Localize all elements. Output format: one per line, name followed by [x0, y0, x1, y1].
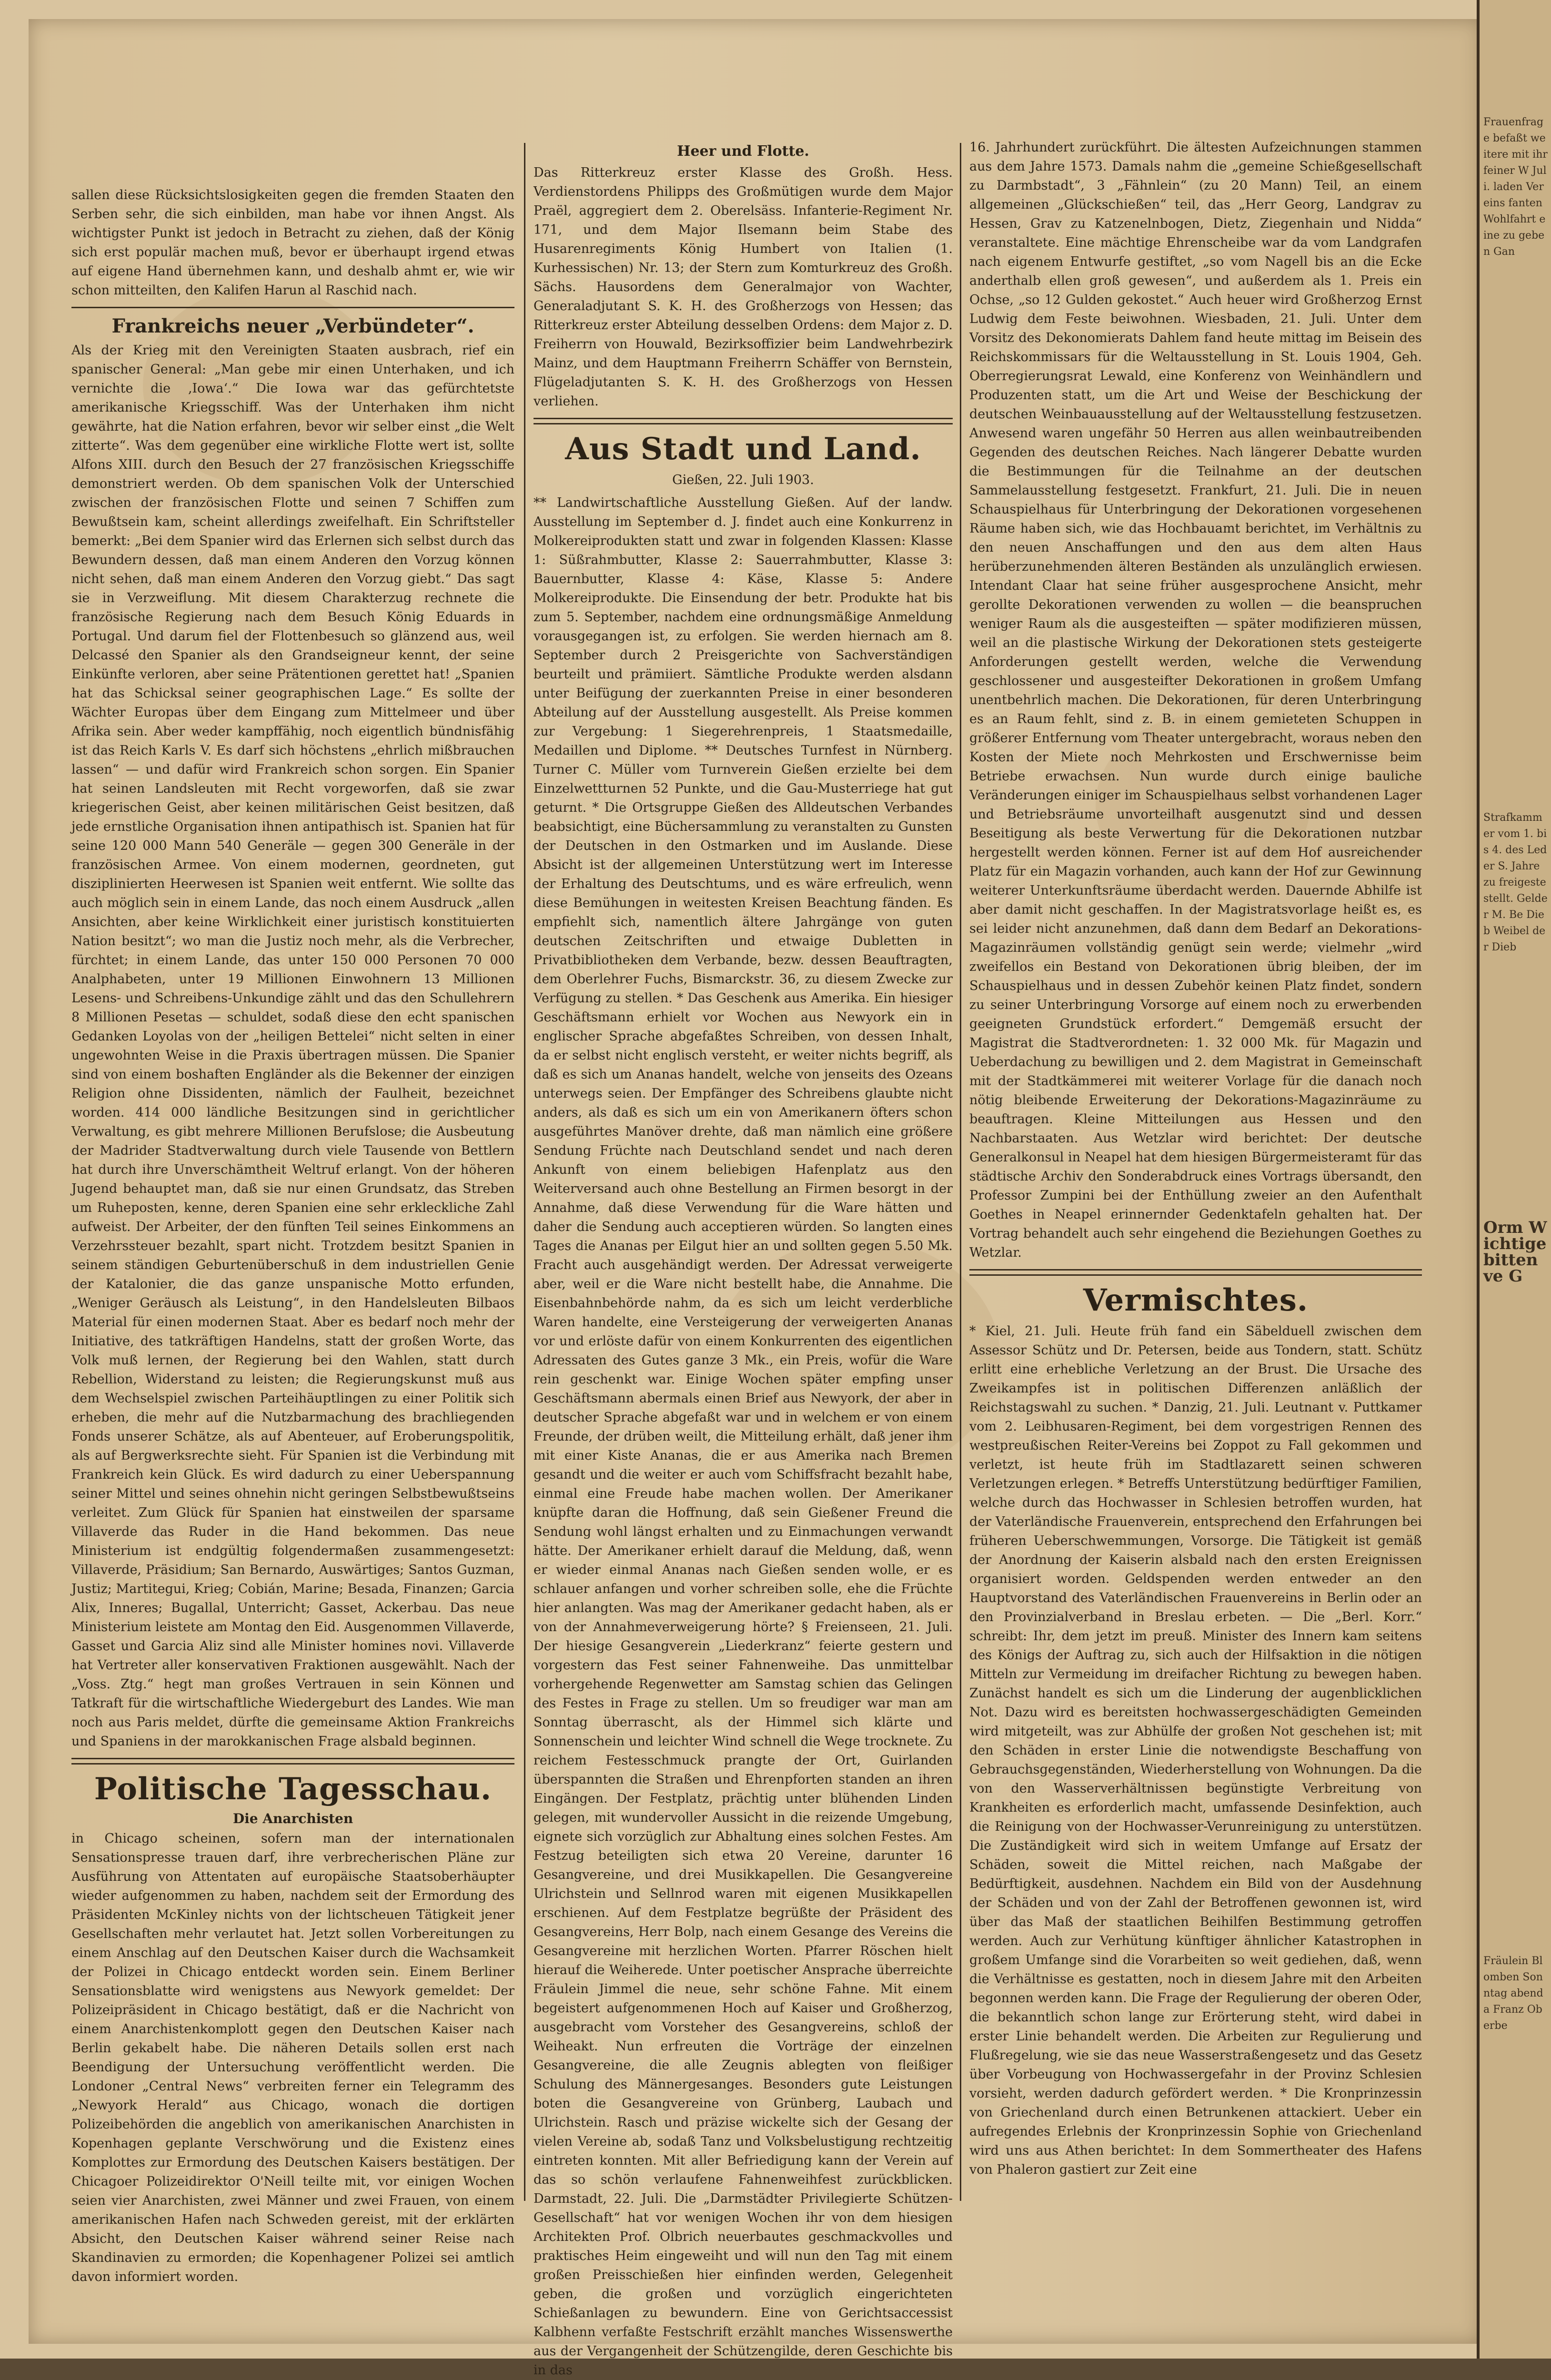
- strip-text-block: Frauenfrage befaßt weitere mit ihr feiner W Juli. laden Vereins fanten Wohlfahrt eine zu geben Gan: [1483, 116, 1548, 258]
- article-anarchisten: in Chicago scheinen, sofern man der internationalen Sensationspresse trauen darf, ihre verbrecherischen Pläne zur Ausführung von Attentaten auf europäische Staatsoberhäupter wieder aufgenommen zu haben, nachdem seit der Ermordung des Präsidenten McKinley nichts von der lichtscheuen Tätigkeit jener Gesellschaften mehr verlautet hat. Jetzt sollen Vorbereitungen zu einem Anschlag auf den Deutschen Kaiser durch die Wachsamkeit der Polizei in Chicago entdeckt worden sein. Einem Berliner Sensationsblatte wird wenigstens aus Newyork gemeldet: Der Polizeipräsident in Chicago bestätigt, daß er die Nachricht von einem Anarchistenkomplott gegen den Deutschen Kaiser nach Berlin gekabelt habe. Die näheren Details sollen erst nach Beendigung der Untersuchung veröffentlicht werden. Die Londoner „Central News“ verbreiten ferner ein Telegramm des „Newyork Herald“ aus Chicago, wonach die dortigen Polizeibehörden die angeblich von amerikanischen Anarchisten in Kopenhagen geplante Verschwörung und die Existenz eines Komplottes zur Ermordung des Deutschen Kaisers bestätigen. Der Chicagoer Polizeidirektor O'Neill teilte mit, vor einigen Wochen seien vier Anarchisten, zwei Männer und zwei Frauen, von einem amerikanischen Hafen nach Schweden gereist, mit der erklärten Absicht, den Deutschen Kaiser während seiner Reise nach Skandinavien zu ermorden; die Kopenhagener Polizei sei amtlich davon informiert worden.: [71, 1831, 514, 2284]
- section-heading-heer: Heer und Flotte.: [677, 143, 809, 160]
- lead-paragraph: sallen diese Rücksichtslosigkeiten gegen die fremden Staaten den Serben sehr, die sich einbilden, man habe vor ihnen Angst. Als wichtigster Punkt ist jedoch in Betracht zu ziehen, daß der König sich erst populär machen muß, bevor er überhaupt irgend etwas auf eigene Hand übernehmen kann, und deshalb ahmt er, wie wir schon mitteilten, den Kalifen Harun al Raschid nach.: [71, 188, 514, 298]
- article-stadt-land: ** Landwirtschaftliche Ausstellung Gießen. Auf der landw. Ausstellung im September d. J. findet auch eine Konkurrenz in Molkereiprodukten statt und zwar in folgenden Klassen: Klasse 1: Süßrahmbutter, Klasse 2: Sauerrahmbutter, Klasse 3: Bauernbutter, Klasse 4: Käse, Klasse 5: Andere Molkereiprodukte. Die Einsendung der betr. Produkte hat bis zum 5. September, nachdem eine ordnungsmäßige Anmeldung vorausgegangen ist, zu erfolgen. Sie werden hiernach am 8. September durch 2 Preisgerichte von Sachverständigen beurteilt und prämiiert. Sämtliche Produkte werden alsdann unter Beifügung der zuerkannten Preise in einer besonderen Abteilung auf der Ausstellung ausgestellt. Als Preise kommen zur Vergebung: 1 Siegerehrenpreis, 1 Staatsmedaille, Medaillen und Diplome. ** Deutsches Turnfest in Nürnberg. Turner C. Müller vom Turnverein Gießen erzielte bei dem Einzelwettturnen 52 Punkte, und die Gau-Musterriege hat gut geturnt. * Die Ortsgruppe Gießen des Alldeutschen Verbandes beabsichtigt, eine Büchersammlung zu veranstalten zu Gunsten der Deutschen in den Ostmarken und im Auslande. Diese Absicht ist der allgemeinen Unterstützung wert im Interesse der Erhaltung des Deutschtums, und es wäre erfreulich, wenn diese Bemühungen in weitesten Kreisen Beachtung fänden. Es empfiehlt sich, namentlich ältere Jahrgänge von guten deutschen Zeitschriften und etwaige Dubletten in Privatbibliotheken dem Verbande, bezw. dessen Beauftragten, dem Oberlehrer Fuchs, Bismarckstr. 36, zu diesem Zwecke zur Verfügung zu stellen. * Das Geschenk aus Amerika. Ein hiesiger Geschäftsmann erhielt vor Wochen aus Newyork ein in englischer Sprache abgefaßtes Schreiben, von dessen Inhalt, da er selbst nicht englisch versteht, er weiter nichts begriff, als daß es sich um Ananas handelt, welche von jenseits des Ozeans unterwegs seien. Der Empfänger des Schreibens glaubte nicht anders, als daß es sich um ein von Amerikanern öfters schon ausgeführtes Manöver drehte, daß man nämlich eine größere Sendung Früchte nach Deutschland sendet und nach deren Ankunft von einem beliebigen Hafenplatz aus den Weiterversand auch ohne Bestellung an Firmen besorgt in der Annahme, daß diese Verwendung für die Ware hätten und daher die Sendung auch acceptieren würden. So langten eines Tages die Ananas per Eilgut hier an und sollten gegen 5.50 Mk. Fracht auch ausgehändigt werden. Der Adressat verweigerte aber, weil er die Ware nicht bestellt habe, die Annahme. Die Eisenbahnbehörde nahm, da es sich um leicht verderbliche Waren handelte, eine Versteigerung der verweigerten Ananas vor und erlöste dafür von einem Konkurrenten des eigentlichen Adressaten des Gutes ganze 3 Mk., ein Preis, wofür die Ware rein geschenkt war. Einige Wochen später empfing unser Geschäftsmann abermals einen Brief aus Newyork, der aber in deutscher Sprache abgefaßt war und in welchem er von einem Freunde, der drüben weilt, die Mitteilung erhält, daß jener ihm mit einer Kiste Ananas, die er aus Amerika nach Bremen gesandt und die weiter er auch vom Schiffsfracht bezahlt habe, einmal eine Freude habe machen wollen. Der Amerikaner knüpfte daran die Hoffnung, daß sein Gießener Freund die Sendung wohl längst erhalten und zu Einmachungen verwandt hätte. Der Amerikaner erhielt darauf die Meldung, daß, wenn er wieder einmal Ananas nach Gießen senden wolle, er es schlauer anfangen und vorher schreiben solle, ehe die Früchte hier anlangten. Was mag der Amerikaner gedacht haben, als er von der Annahmeverweigerung hörte? § Freienseen, 21. Juli. Der hiesige Gesangverein „Liederkranz“ feierte gestern und vorgestern das Fest seiner Fahnenweihe. Das unmittelbar vorhergehende Regenwetter am Samstag schien das Gelingen des Festes in Frage zu stellen. Um so freudiger war man am Sonntag überrascht, als der Himmel sich klärte und Sonnenschein und leichter Wind schnell die Wege trocknete. Zu reichem Festesschmuck prangte der Ort, Guirlanden überspannten die Straßen und Ehrenpforten standen an ihren Eingängen. Der Festplatz, prächtig unter blühenden Linden gelegen, mit wundervoller Aussicht in die reizende Umgebung, eignete sich vorzüglich zur Abhaltung eines solchen Festes. Am Festzug beteiligten sich etwa 20 Vereine, darunter 16 Gesangvereine, und drei Musikkapellen. Die Gesangvereine Ulrichstein und Sellnrod waren mit eigenen Musikkapellen erschienen. Auf dem Festplatze begrüßte der Präsident des Gesangvereins, Herr Bolp, nach einem Gesange des Vereins die Gesangvereine mit herzlichen Worten. Pfarrer Röschen hielt hierauf die Weiherede. Unter poetischer Ansprache überreichte Fräulein Jimmel die neue, sehr schöne Fahne. Mit einem begeistert aufgenommenen Hoch auf Kaiser und Großherzog, ausgebracht vom Vorsteher des Gesangvereins, schloß der Weiheakt. Nun erfreuten die Vorträge der einzelnen Gesangvereine, die alle Zeugnis ablegten von fleißiger Schulung des Männergesanges. Besonders gute Leistungen boten die Gesangvereine von Grünberg, Laubach und Ulrichstein. Rasch und präzise wickelte sich der Gesang der vielen Vereine ab, sodaß Tanz und Volksbelustigung rechtzeitig eintreten konnten. Mit aller Befriedigung kann der Verein auf das so schön verlaufene Fahnenweihfest zurückblicken. Darmstadt, 22. Juli. Die „Darmstädter Privilegierte Schützen-Gesellschaft“ hat vor wenigen Wochen ihr von dem hiesigen Architekten Prof. Olbrich neuerbautes geschmackvolles und praktisches Heim eingeweiht und will nun den Tag mit einem großen Preisschießen hier einfinden werden, Gelegenheit geben, die großen und vorzüglich eingerichteten Schießanlagen zu bewundern. Eine von Gerichtsaccessist Kalbhenn verfaßte Festschrift erzählt manches Wissenswerthe aus der Vergangenheit der Schützengilde, deren Geschichte bis in das: [534, 495, 953, 2378]
- article-continued: 16. Jahrhundert zurückführt. Die ältesten Aufzeichnungen stammen aus dem Jahre 1573. Damals nahm die „gemeine Schießgesellschaft zu Darmbstadt“, 3 „Fähnlein“ (zu 20 Mann) Teil, an einem allgemeinen „Glückschießen“ teil, das „Herr Georg, Landgrav zu Hessen, Grav zu Katzenelnbogen, Dietz, Ziegenhain und Nidda“ veranstaltete. Eine mächtige Ehrenscheibe war da vom Landgrafen nach eigenem Entwurfe gestiftet, „so vom Nagell bis an die Ecke anderthalb ellen groß gewesen“, und außerdem als 1. Preis ein Ochse, „so 12 Gulden gekostet.“ Auch heuer wird Großherzog Ernst Ludwig dem Feste beiwohnen. Wiesbaden, 21. Juli. Unter dem Vorsitz des Dekonomierats Dahlem fand heute mittag im Beisein des Reichskommissars für die Weltausstellung in St. Louis 1904, Geh. Oberregierungsrat Lewald, eine Konferenz von Weinhändlern und Produzenten statt, um die Art und Weise der Beschickung der deutschen Weinbauausstellung auf der Weltausstellung festzusetzen. Anwesend waren ungefähr 50 Herren aus allen weinbautreibenden Gegenden des deutschen Reiches. Nach längerer Debatte wurden die Bestimmungen für die Teilnahme an der deutschen Sammelausstellung festgesetzt. Frankfurt, 21. Juli. Die in neuen Schauspielhaus für Unterbringung der Dekorationen vorgesehenen Räume haben sich, wie das Hochbauamt berichtet, im Verhältnis zu den neuen Anschaffungen und den aus dem alten Haus herüberzunehmenden älteren Beständen als unzulänglich erwiesen. Intendant Claar hat seine früher ausgesprochene Ansicht, mehr gerollte Dekorationen verwenden zu wollen — die beanspruchen weniger Raum als die ausgesteiften — später modifizieren müssen, weil an die plastische Wirkung der Dekorationen stets gesteigerte Anforderungen gestellt werden, welche die Verwendung geschlossener und ausgesteifter Dekorationen in großem Umfang unentbehrlich machen. Die Dekorationen, für deren Unterbringung es an Raum fehlt, sind z. B. in einem gemieteten Schuppen in größerer Entfernung vom Theater untergebracht, woraus neben den Kosten der Miete noch Mehrkosten und Erschwernisse beim Betriebe erwachsen. Nun wurde durch einige bauliche Veränderungen einiger im Schauspielhaus selbst vorhandenen Lager und Betriebsräume unvorteilhaft ausgenutzt sind und dessen Beseitigung als beste Verwertung für die Dekorationen nutzbar hergestellt werden können. Ferner ist auf dem Hof ausreichender Platz für ein Magazin vorhanden, auch kann der Hof zur Gewinnung weiterer Unterkunftsräume überdacht werden. Dauernde Abhilfe ist aber damit nicht geschaffen. In der Magistratsvorlage heißt es, es sei leider nicht anzunehmen, daß dann dem Bedarf an Dekorations-Magazinräumen vollständig genügt sein werde; vielmehr „wird zweifellos ein Bestand von Dekorationen übrig bleiben, der im Schauspielhaus und in dessen Zubehör keinen Platz findet, sondern zu seiner Unterbringung Vorsorge auf einem noch zu erwerbenden geeigneten Grundstück erfordert.“ Demgemäß ersucht der Magistrat die Stadtverordneten: 1. 32 000 Mk. für Magazin und Ueberdachung zu bewilligen und 2. dem Magistrat in Gemeinschaft mit der Stadtkämmerei mit weiterer Vorlage für die danach noch nötig bleibende Erweiterung der Dekorations-Magazinräume zu beauftragen. Kleine Mitteilungen aus Hessen und den Nachbarstaaten. Aus Wetzlar wird berichtet: Der deutsche Generalkonsul in Neapel hat dem hiesigen Bürgermeisteramt für das städtische Archiv den Sonderabdruck eines Vortrags übersandt, den Professor Zumpini bei der Enthüllung zweier an den Aufenthalt Goethes in Neapel erinnernder Gedenktafeln gehalten hat. Der Vortrag behandelt auch sehr eingehend die Beziehungen Goethes zu Wetzlar.: [969, 140, 1422, 1260]
- adjacent-page-strip: [1477, 0, 1551, 2359]
- section-heading-vermischtes: Vermischtes.: [1083, 1282, 1309, 1318]
- section-divider: [71, 1758, 514, 1765]
- section-heading-tagesschau: Politische Tagesschau.: [94, 1771, 492, 1807]
- column-3: [969, 138, 1422, 2282]
- column-rule: [524, 143, 525, 2201]
- section-heading-stadt-land: Aus Stadt und Land.: [565, 431, 921, 467]
- article-heading-frankreich: Frankreichs neuer „Verbündeter“.: [111, 315, 474, 337]
- section-divider: [71, 307, 514, 308]
- article-frankreich: Als der Krieg mit den Vereinigten Staaten ausbrach, rief ein spanischer General: „Man gebe mir einen Unterhaken, und ich vernichte die ‚Iowa‘.“ Die Iowa war das gefürchtetste amerikanische Kriegsschiff. Was der Unterhaken ihm nicht gewährte, hat die Nation erfahren, bevor wir selber einst „die Welt zitterte“. Was dem gegenüber eine wirkliche Flotte wert ist, sollte Alfons XIII. durch den Besuch der 27 französischen Kriegsschiffe demonstriert werden. Ob dem spanischen Volk der Unterschied zwischen der französischen Flotte und seinen 7 Schiffen zum Bewußtsein kam, scheint allerdings zweifelhaft. Ein Schriftsteller bemerkt: „Bei dem Spanier wird das Erlernen sich selbst durch das Bewundern dessen, daß man einem Anderen den Vorzug können nicht sehen, daß man einem Anderen den Vorzug giebt.“ Das sagt sie in Verzweiflung. Mit diesem Charakterzug rechnete die französische Regierung nach dem Besuch König Eduards in Portugal. Und darum fiel der Flottenbesuch so glänzend aus, weil Delcassé den Spanier als den Grandseigneur kennt, der seine Einkünfte verloren, aber seine Prätentionen gerettet hat! „Spanien hat das Schicksal seiner geographischen Lage.“ Es sollte der Wächter Europas über dem Eingang zum Mittelmeer und über Afrika sein. Aber weder kampffähig, noch eigentlich bündnisfähig ist das Reich Karls V. Es darf sich höchstens „ehrlich mißbrauchen lassen“ — und dafür wird Frankreich schon sorgen. Ein Spanier hat seinen Landsleuten mit Recht vorgeworfen, daß sie zwar kriegerischen Geist, aber keinen militärischen Geist besitzen, daß jede ernstliche Organisation ihnen antipathisch ist. Spanien hat für seine 120 000 Mann 540 Generäle — gegen 300 Generäle in der französischen Armee. Von einem modernen, geordneten, gut disziplinierten Heerwesen ist Spanien weit entfernt. Wie sollte das auch möglich sein in einem Lande, das noch einem Ausdruck „allen Ansichten, aber keine Wirklichkeit einer juristisch konstituierten Nation besitzt“; wo man die Justiz noch mehr, als die Verbrecher, fürchtet; in einem Lande, das unter 150 000 Personen 70 000 Analphabeten, unter 19 Millionen Einwohnern 13 Millionen Lesens- und Schreibens-Unkundige zählt und das den Schullehrern 8 Millionen Pesetas — schuldet, sodaß diese den echt spanischen Gedanken Loyolas von der „heiligen Bettelei“ nicht selten in einer ungewohnten Weise in die Praxis übertragen müssen. Die Spanier sind von einem boshaften Engländer als die Bekenner der einzigen Religion ohne Dissidenten, nämlich der Faulheit, bezeichnet worden. 414 000 ländliche Besitzungen sind in gerichtlicher Verwaltung, es gibt mehrere Millionen Berufslose; die Ausbeutung der Madrider Stadtverwaltung durch viele Tausende von Bettlern hat durch ihre Unverschämtheit Weltruf erlangt. Von der höheren Jugend behauptet man, daß sie nur einen Grundsatz, das Streben um Ruheposten, kenne, deren Spanien eine sehr erkleckliche Zahl aufweist. Der Arbeiter, der den fünften Teil seines Einkommens an Verzehrssteuer bezahlt, spart nicht. Trotzdem besitzt Spanien in seinem ständigen Geburtenüberschuß in dem industriellen Genie der Katalonier, die das ganze unspanische Motto erfunden, „Weniger Geräusch als Leistung“, in den Handelsleuten Bilbaos Material für einen modernen Staat. Aber es bedarf noch mehr der Initiative, des tatkräftigen Handelns, statt der großen Worte, das Volk muß lernen, der Regierung bei den Wahlen, statt durch Rebellion, Widerstand zu leisten; die Regierungskunst muß aus dem Wechselspiel zwischen Parteihäuptlingen zu einer Politik sich erheben, die mehr auf die Nutzbarmachung des brachliegenden Fonds unserer Schätze, als auf Abenteuer, auf Eroberungspolitik, als auf Bergwerksrechte sieht. Für Spanien ist die Verbindung mit Frankreich kein Glück. Es wird dadurch zu einer Ueberspannung seiner Mittel und seines ohnehin nicht geringen Selbstbewußtseins verleitet. Zum Glück für Spanien hat einstweilen der sparsame Villaverde das Ruder in die Hand bekommen. Das neue Ministerium ist endgültig folgendermaßen zusammengesetzt: Villaverde, Präsidium; San Bernardo, Auswärtiges; Santos Guzman, Justiz; Martitegui, Krieg; Cobián, Marine; Besada, Finanzen; Garcia Alix, Inneres; Bugallal, Unterricht; Gasset, Ackerbau. Das neue Ministerium leistete am Montag den Eid. Ausgenommen Villaverde, Gasset und Garcia Aliz sind alle Minister homines novi. Villaverde hat Vertreter aller konservativen Fraktionen ausgewählt. Nach der „Voss. Ztg.“ hegt man großes Vertrauen in sein Können und Tatkraft für die wirtschaftliche Wiedergeburt des Landes. Wie man noch aus Paris meldet, dürfte die gemeinsame Aktion Frankreichs und Spaniens in der marokkanischen Frage alsbald beginnen.: [71, 343, 514, 1749]
- column-2: [534, 138, 953, 2378]
- dateline: Gießen, 22. Juli 1903.: [672, 473, 814, 487]
- strip-text-block: Orm Wichtige bitten ve G: [1483, 1218, 1547, 1286]
- section-divider: [969, 1269, 1422, 1276]
- subheading-anarchisten: Die Anarchisten: [232, 1811, 353, 1826]
- strip-text-block: Strafkammer vom 1. bis 4. des Leder S. Jahre zu freigeste stellt. Gelder M. Be Dieb Weibel der Dieb: [1483, 812, 1548, 953]
- strip-text-block: Fräulein Blomben Sonntag abend a Franz Oberbe: [1483, 1955, 1543, 2032]
- article-heer: Das Ritterkreuz erster Klasse des Großh. Hess. Verdienstordens Philipps des Großmütigen wurde dem Major Praël, aggregiert dem 2. Oberelsäss. Infanterie-Regiment Nr. 171, und dem Major Ilsemann beim Stabe des Husarenregiments König Humbert von Italien (1. Kurhessischen) Nr. 13; der Stern zum Komturkreuz des Großh. Sächs. Hausordens dem Generalmajor von Wachter, Generaladjutant S. K. H. des Großherzogs von Hessen; das Ritterkreuz erster Abteilung desselben Ordens: dem Major z. D. Freiherrn von Houwald, Bezirksoffizier beim Landwehrbezirk Mainz, und dem Hauptmann Freiherrn Schäffer von Bernstein, Flügeladjutanten S. K. H. des Großherzogs von Hessen verliehen.: [534, 165, 953, 409]
- column-rule: [960, 143, 961, 2201]
- article-vermischtes: * Kiel, 21. Juli. Heute früh fand ein Säbelduell zwischen dem Assessor Schütz und Dr. Petersen, beide aus Tondern, statt. Schütz erlitt eine erhebliche Verletzung an der Brust. Die Ursache des Zweikampfes ist in politischen Differenzen anläßlich der Reichstagswahl zu suchen. * Danzig, 21. Juli. Leutnant v. Puttkamer vom 2. Leibhusaren-Regiment, bei dem vorgestrigen Rennen des westpreußischen Reiter-Vereins bei Zoppot zu Fall gekommen und verletzt, ist heute früh im Stadtlazarett seinen schweren Verletzungen erlegen. * Betreffs Unterstützung bedürftiger Familien, welche durch das Hochwasser in Schlesien betroffen wurden, hat der Vaterländische Frauenverein, entsprechend den Erfahrungen bei früheren Ueberschwemmungen, Vorsorge. Die Tätigkeit ist gemäß der Anordnung der Kaiserin alsbald nach den ersten Ereignissen organisiert worden. Geldspenden werden entweder an den Hauptvorstand des Vaterländischen Frauenvereins in Berlin oder an den Provinzialverband in Breslau erbeten. — Die „Berl. Korr.“ schreibt: Ihr, dem jetzt im preuß. Minister des Innern kam seitens des Königs der Auftrag zu, sich auch der Hilfsaktion in die nötigen Mitteln zur Vermeidung im dreifacher Richtung zu bewegen haben. Zunächst handelt es sich um die Linderung der augenblicklichen Not. Dazu wird es bereitsten hochwassergeschädigten Gemeinden wird mitgeteilt, was zur Abhülfe der großen Not geschehen ist; mit den Schäden in erster Linie die notwendigste Beschaffung von Gebrauchsgegenständen, Wiederherstellung von Wohnungen. Da die von den Wasserverhältnissen begünstigte Verbreitung von Krankheiten es erforderlich macht, umfassende Desinfektion, auch die Reinigung von der Hochwasser-Verunreinigung zu unterstützen. Die Zuständigkeit wird sich in weitem Umfange auf Ersatz der Schäden, soweit die Mittel reichen, nach Maßgabe der Bedürftigkeit, ausdehnen. Nachdem ein Bild von der Ausdehnung der Schäden und von der Zahl der Betroffenen gewonnen ist, wird über das Maß der staatlichen Beihilfen Bestimmung getroffen werden. Auch zur Verhütung künftiger ähnlicher Katastrophen in großem Umfange sind die Vorarbeiten so weit gediehen, daß, wenn die Verhältnisse es gestatten, noch in diesem Jahre mit den Arbeiten begonnen werden kann. Die Frage der Regulierung der oberen Oder, die bekanntlich schon lange zur Erörterung steht, wird dabei in erster Linie behandelt werden. Die Arbeiten zur Regulierung und Flußregelung, wie sie das neue Wasserstraßengesetz und das Gesetz über Vorbeugung von Hochwassergefahr in der Provinz Schlesien vorsieht, werden dadurch gefördert werden. * Die Kronprinzessin von Griechenland durch einen Betrunkenen attackiert. Ueber ein aufregendes Erlebnis der Kronprinzessin Sophie von Griechenland wird uns aus Athen berichtet: In dem Sommertheater des Hafens von Phaleron gastiert zur Zeit eine: [969, 1324, 1422, 2177]
- section-divider: [534, 418, 953, 424]
- column-1: [71, 186, 514, 2330]
